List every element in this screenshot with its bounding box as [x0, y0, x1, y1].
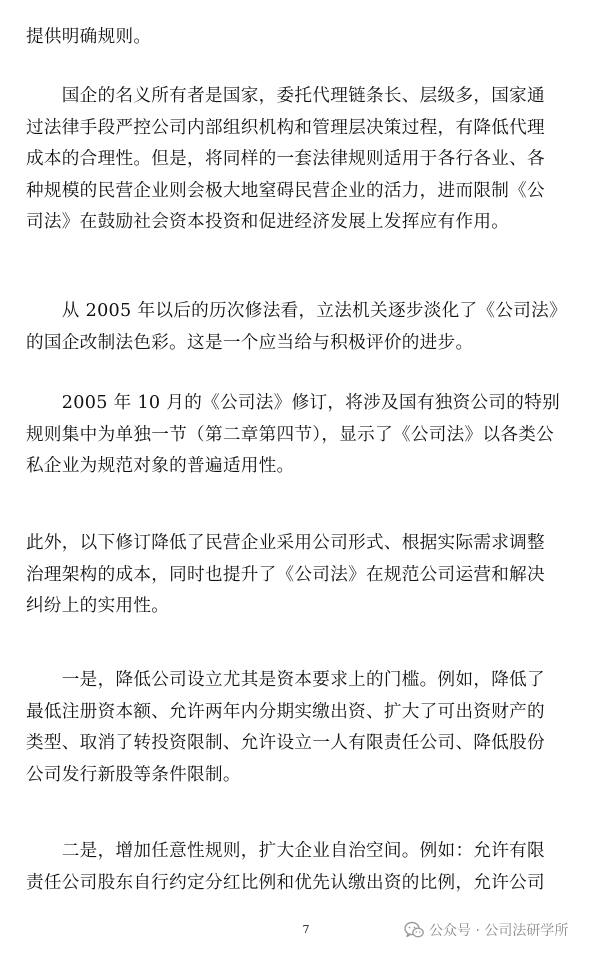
- text-line: 从 2005 年以后的历次修法看，立法机关逐步淡化了《公司法》: [26, 301, 567, 321]
- paragraph-2: [26, 81, 588, 239]
- paragraph-4: [26, 388, 588, 483]
- text-line: 一是，降低公司设立尤其是资本要求上的门槛。例如，降低了: [26, 670, 545, 690]
- text-line: 类型、取消了转投资限制、允许设立一人有限责任公司、降低股份: [26, 733, 545, 753]
- paragraph-5: [26, 528, 588, 623]
- paragraph-7: [26, 836, 588, 899]
- paragraph-1: [26, 22, 588, 54]
- text-line: 2005 年 10 月的《公司法》修订，将涉及国有独资公司的特别: [26, 393, 560, 413]
- text-line: 治理架构的成本，同时也提升了《公司法》在规范公司运营和解决: [26, 564, 545, 585]
- text-line: 规则集中为单独一节（第二章第四节），显示了《公司法》以各类公: [26, 424, 555, 445]
- text-line: 此外，以下修订降低了民营企业采用公司形式、根据实际需求调整: [26, 533, 545, 553]
- text-line: 责任公司股东自行约定分红比例和优先认缴出资的比例，允许公司: [26, 872, 545, 893]
- text-line: 成本的合理性。但是，将同样的一套法律规则适用于各行各业、各: [26, 149, 545, 169]
- text-line: 最低注册资本额、允许两年内分期实缴出资、扩大了可出资财产的: [26, 701, 545, 722]
- page-number: 7: [302, 923, 310, 936]
- text-line: 私企业为规范对象的普遍适用性。: [26, 456, 295, 476]
- paragraph-6: [26, 665, 588, 791]
- text-line: 国企的名义所有者是国家，委托代理链条长、层级多，国家通: [26, 86, 545, 106]
- text-line: 的国企改制法色彩。这是一个应当给与积极评价的进步。: [26, 332, 474, 353]
- text-line: 公司发行新股等条件限制。: [26, 764, 241, 785]
- text-line: 司法》在鼓励社会资本投资和促进经济发展上发挥应有作用。: [26, 212, 510, 232]
- text-line: 纠纷上的实用性。: [26, 596, 170, 616]
- watermark: [404, 918, 568, 942]
- wechat-icon: [404, 921, 424, 939]
- text-line: 二是，增加任意性规则，扩大企业自治空间。例如：允许有限: [26, 841, 545, 861]
- text-line: 提供明确规则。: [26, 27, 152, 47]
- watermark-text: 公众号 · 公司法研学所: [429, 923, 569, 939]
- text-line: 种规模的民营企业则会极大地窒碍民营企业的活力，进而限制《公: [26, 180, 545, 201]
- paragraph-3: [26, 296, 588, 359]
- text-line: 过法律手段严控公司内部组织机构和管理层决策过程，有降低代理: [26, 117, 545, 138]
